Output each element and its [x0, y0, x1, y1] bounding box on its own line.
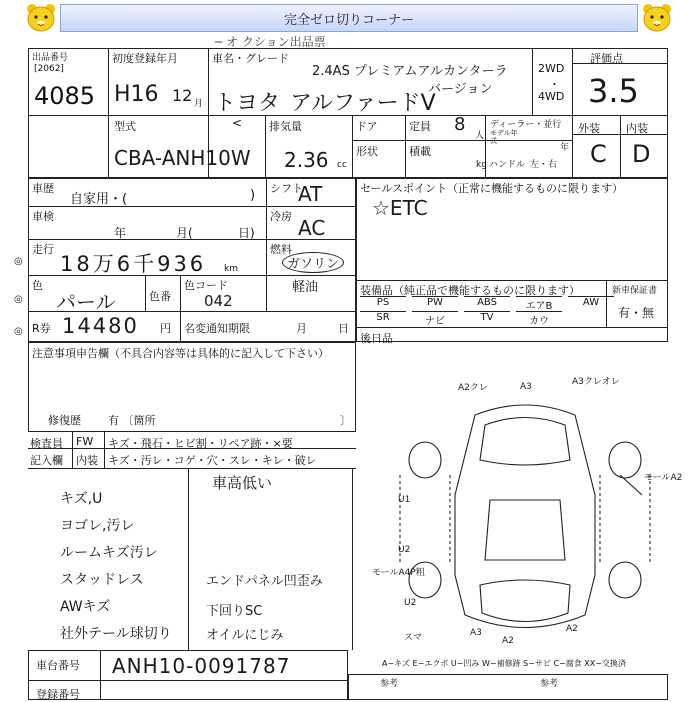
first-reg-month: 12	[172, 86, 193, 105]
repair-value: 有 〔箇所	[108, 414, 156, 427]
name-change-month-unit: 月	[296, 322, 307, 335]
load-unit: kg	[476, 160, 487, 170]
warranty-value: 有・無	[618, 306, 655, 320]
equipment-item: PS	[360, 296, 406, 308]
recycle-value: 14480	[62, 314, 139, 338]
equipment-item: ABS	[464, 296, 510, 308]
handwritten-note-left: スタッドレス	[60, 572, 144, 588]
model-year-label: モデル年式	[490, 129, 518, 145]
equipment-item: PW	[412, 296, 458, 308]
inspector-label-2: 記入欄	[30, 454, 63, 467]
dealer-label: ディーラー・並行	[490, 120, 562, 130]
shape-label: 形状	[356, 145, 378, 158]
handwritten-note-right: 下回りSC	[206, 604, 263, 619]
inspector-label-1: 検査員	[30, 437, 63, 450]
color-label: 色	[32, 279, 43, 292]
vehicle-maker: トヨタ	[214, 91, 281, 116]
shift-label: シフト	[270, 182, 303, 195]
diagram-mark: U2	[398, 545, 411, 555]
mileage-value: 18万6千936	[60, 252, 207, 276]
displacement-label: 排気量	[269, 120, 302, 133]
score-ext-value: C	[590, 140, 607, 168]
diagram-mark: A3	[520, 382, 532, 392]
score-int-value: D	[632, 140, 651, 168]
diagram-mark: A2クレ	[458, 383, 488, 393]
diagram-mark: モールA4P粗	[372, 568, 425, 578]
inspector-fw-text: キズ・飛石・ヒビ割・リペア跡・×要	[108, 437, 293, 450]
color-no-label: 色番	[149, 290, 171, 303]
color-code-value: 042	[204, 292, 233, 310]
usage-label: 車歴	[32, 182, 54, 195]
banner-bar	[60, 4, 638, 32]
steering-label: ハンドル	[489, 160, 526, 170]
diagram-mark: スマ	[404, 633, 422, 643]
header-partial: ─ オ クション出品票	[215, 35, 326, 49]
diagram-mark: U1	[398, 495, 411, 505]
handwritten-note-left: ヨゴレ,汚レ	[60, 518, 135, 534]
doors-label: ドア	[356, 120, 378, 133]
handwritten-note-right: エンドパネル凹歪み	[206, 574, 323, 589]
inspector-int-text: キズ・汚レ・コゲ・穴・スレ・キレ・破レ	[108, 454, 317, 467]
side-right	[600, 475, 650, 565]
diagram-legend: A−キズ E−エクボ U−凹み W−補修跡 S−サビ C−腐食 XX−交換済	[382, 659, 626, 668]
diagram-mark: U2	[404, 598, 417, 608]
equipment-label: 装備品（純正品で機能するものに限ります）	[360, 284, 580, 297]
capacity-unit: 人	[475, 131, 485, 141]
score-label: 評価点	[590, 52, 623, 65]
handwritten-note-left: 社外テール球切り	[60, 626, 172, 642]
mark-arrow	[620, 475, 642, 495]
capacity-label: 定員	[409, 120, 431, 133]
drive-4wd: 4WD	[538, 90, 565, 103]
chassis-value: ANH10-0091787	[112, 654, 291, 678]
vehicle-grade-line1: 2.4AS プレミアムアルカンターラ	[312, 64, 508, 79]
inspection-label: 車検	[32, 210, 54, 223]
name-change-day-unit: 日	[338, 322, 349, 335]
mileage-label: 走行	[32, 243, 54, 256]
diagram-mark: A2	[502, 636, 514, 646]
model-code-value: CBA-ANH10W	[114, 146, 251, 170]
mascot-bear-icon-right	[640, 2, 674, 32]
capacity-value: 8	[454, 114, 466, 135]
banner-title: 完全ゼロ切りコーナー	[283, 12, 414, 28]
handwritten-note-left: AWキズ	[60, 599, 111, 615]
model-code-mark: <	[232, 116, 243, 130]
margin-circle-1: ◎	[14, 256, 23, 267]
diagram-mark: A3クレオレ	[572, 377, 620, 387]
drive-2wd: 2WD	[538, 62, 565, 75]
lot-number: 4085	[34, 82, 96, 110]
shift-value: AT	[298, 182, 323, 206]
score-ext-label: 外装	[578, 122, 600, 135]
wheel-front-left	[409, 442, 441, 478]
score-int-label: 内装	[626, 122, 648, 135]
diagram-mark: A2	[566, 624, 578, 634]
later-date-label: 後日品	[360, 332, 393, 345]
model-code-label: 型式	[114, 120, 136, 133]
sales-points-label: セールスポイント（正常に機能するものに限ります）	[360, 182, 624, 195]
wheel-front-right	[609, 442, 641, 478]
equipment-item: エアB	[516, 296, 562, 312]
handwritten-note-left: ルームキズ汚レ	[60, 545, 158, 561]
fuel-label: 燃料	[270, 243, 292, 256]
first-reg-month-unit: 月	[194, 99, 204, 109]
chassis-label: 車台番号	[36, 659, 80, 672]
cooler-value: AC	[298, 216, 326, 240]
warranty-label: 新車保証書	[612, 286, 658, 296]
repair-close: 〕	[340, 414, 351, 427]
inspector-fw-label: FW	[76, 435, 94, 448]
car-diagram	[380, 385, 670, 650]
equipment-item: TV	[464, 311, 510, 323]
vehicle-model: アルファードV	[290, 91, 436, 116]
margin-circle-3: ◎	[14, 326, 23, 337]
wheel-rear-right	[609, 562, 641, 598]
equipment-item: SR	[360, 311, 406, 323]
vehicle-grade-line2: バージョン	[428, 82, 493, 97]
recycle-label: R券	[32, 322, 51, 335]
recycle-unit: 円	[160, 322, 171, 335]
diagram-mark: A3	[470, 628, 482, 638]
bottom-sub-2: 参考	[540, 679, 559, 689]
lot-label: 出品番号	[32, 53, 69, 63]
bottom-label: 登録番号	[36, 688, 80, 701]
steering-opts: 左・右	[530, 160, 558, 170]
inspector-comment: 車高低い	[212, 474, 273, 492]
car-hood	[480, 418, 570, 466]
cooler-label: 冷房	[270, 210, 292, 223]
car-roof	[485, 500, 565, 560]
load-label: 積載	[409, 145, 431, 158]
equipment-item: AW	[568, 296, 614, 308]
margin-circle-2: ◎	[14, 294, 23, 305]
fuel-opt: 軽油	[292, 280, 319, 295]
inspection-month-unit: 月(	[176, 226, 193, 240]
car-rear	[480, 580, 570, 622]
usage-close: )	[250, 188, 256, 203]
repair-label: 修復歴	[48, 414, 81, 427]
displacement-value: 2.36	[284, 148, 329, 172]
color-value: パール	[56, 290, 116, 314]
model-year-unit: 年	[560, 143, 570, 153]
inspection-year-unit: 年	[114, 226, 127, 240]
sales-points-value: ☆ETC	[372, 196, 428, 220]
handwritten-note-left: キズ,U	[60, 491, 103, 507]
score-value: 3.5	[588, 72, 639, 110]
color-code-label: 色コード	[184, 279, 228, 292]
first-reg-label: 初度登録年月	[112, 52, 178, 65]
displacement-unit: cc	[337, 160, 347, 170]
name-change-label: 名変通知期限	[184, 322, 250, 335]
handwritten-note-right: オイルにじみ	[206, 628, 284, 643]
equipment-item: カウ	[516, 311, 562, 327]
bottom-sub-1: 参考	[380, 679, 399, 689]
inspector-int-label: 内装	[76, 454, 98, 467]
inspection-day-unit: 日)	[238, 226, 255, 240]
mileage-unit: km	[224, 264, 238, 274]
equipment-item: ナビ	[412, 311, 458, 327]
vehicle-label: 車名・グレード	[212, 52, 289, 65]
usage-value: 自家用・(	[70, 192, 128, 207]
first-reg-year: H16	[114, 82, 159, 107]
diagram-mark: モールA2	[644, 473, 683, 483]
car-body-outline	[455, 405, 595, 628]
lot-sub-number: 2062	[37, 64, 61, 74]
fuel-value: ガソリン	[282, 252, 344, 273]
drive-dot: ・	[549, 78, 560, 91]
notes-label: 注意事項申告欄（不具合内容等は具体的に記入して下さい）	[32, 347, 329, 360]
mascot-bear-icon-left	[24, 2, 58, 32]
